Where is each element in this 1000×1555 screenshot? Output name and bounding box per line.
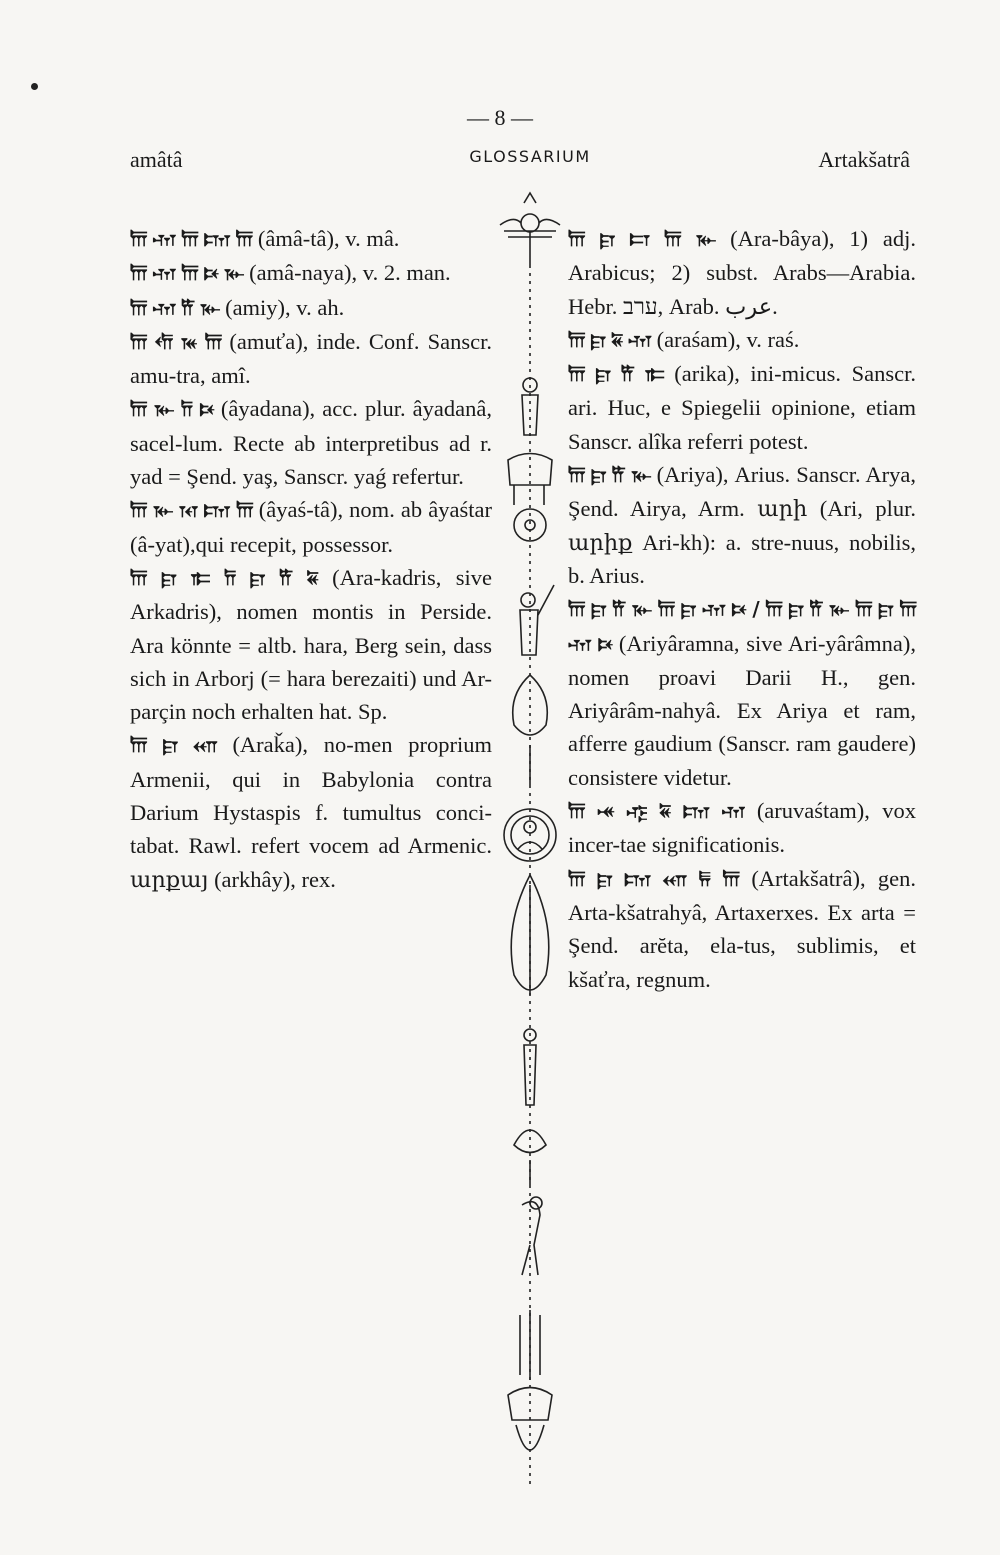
cuneiform: 𐎠 𐎼 𐎣 𐎭 𐎼 𐎡 𐏁 xyxy=(130,565,318,590)
warrior-figure-icon xyxy=(520,585,554,655)
entry-aruvastam xyxy=(568,794,916,862)
cuneiform: 𐎠 𐎼 𐎡 𐎹 𐎠 𐎼 𐎶 𐎴 / 𐎠 𐎼 𐎡 𐎹 𐎠 𐎼 𐎠 𐎶 𐎴 xyxy=(568,597,916,656)
entry-text: (amiy), v. ah. xyxy=(225,294,345,320)
page-speck xyxy=(31,83,38,90)
entry-arabaya xyxy=(568,222,916,323)
entry-artaksatra xyxy=(568,862,916,996)
entry-ariyaramna xyxy=(568,592,916,794)
entry-text: (Araǩa), no-men proprium Armenii, qui in Babylonia contra Darium Hystaspis f. tumultus conci-tabat. Rawl. refert vocem ad Armenic. արքայ (arkhây), rex. xyxy=(130,732,493,892)
entry-text: (âyadana), acc. plur. âyadanâ, sacel-lum. Recte ab interpretibus ad r. yad = Şend. yaş, Sanscr. yaǵ refertur. xyxy=(130,396,492,490)
entry-text: (aruvaśtam), vox incer-tae significationis. xyxy=(568,798,917,858)
cuneiform: 𐎠 𐎼 𐏁 𐎶 xyxy=(568,327,651,352)
entry-ayadana xyxy=(130,392,492,493)
entry-text: (âmâ-tâ), v. mâ. xyxy=(257,226,400,251)
entry-text: (Ariya), Arius. Sanscr. Arya, Şend. Airya, Arm. արի (Ari, plur. արիք Ari-kh): a. stre-nuus, nobilis, b. Arius. xyxy=(568,462,916,588)
entry-text: (Artakšatrâ), gen. Arta-kšatrahyâ, Artaxerxes. Ex arta = Şend. arĕta, ela-tus, sublimis, et kšaťra, regnum. xyxy=(568,865,916,992)
entry-text: (Ara-bâya), 1) adj. Arabicus; 2) subst. Arabs—Arabia. Hebr. ערב, Arab. عرب. xyxy=(568,226,916,319)
cuneiform: 𐎠 𐎢 𐎳 𐎠 xyxy=(130,329,222,354)
cuneiform: 𐎠 𐎼 𐎫 𐎧 𐏂 𐎠 xyxy=(568,866,740,891)
cuneiform: 𐎠 𐎼 𐎲 𐎠 𐎹 xyxy=(568,227,716,251)
entry-arasam xyxy=(568,323,916,357)
right-column xyxy=(568,222,916,996)
entry-amuta xyxy=(130,325,492,393)
entry-text: (amuťa), inde. Conf. Sanscr. amu-tra, amî. xyxy=(130,328,492,389)
entry-text: (araśam), v. raś. xyxy=(656,326,800,352)
cuneiform: 𐎠 𐎼 𐎧 xyxy=(130,733,217,758)
cuneiform: 𐎠 𐎶 𐎠 𐎫 𐎠 xyxy=(130,227,253,251)
cuneiform: 𐎠 𐎶 𐎠 𐎴 𐎹 xyxy=(130,261,244,286)
cuneiform: 𐎠 𐎹 𐎰 𐎫 𐎠 xyxy=(130,498,253,523)
cuneiform: 𐎠 𐎽 𐎺 𐏁 𐎫 𐎶 xyxy=(568,799,745,824)
cuneiform: 𐎠 𐎼 𐎡 𐎹 xyxy=(568,463,651,488)
entry-araka xyxy=(130,728,492,895)
entry-amiy xyxy=(130,291,492,325)
leaf-icon xyxy=(511,875,549,995)
decorative-column-ornament xyxy=(494,185,566,1495)
rampant-lion-icon xyxy=(522,1197,542,1275)
entry-amata xyxy=(130,222,492,256)
entry-amanaya xyxy=(130,256,492,290)
entry-text: (âyaś-tâ), nom. ab âyaśtar (â-yat),qui recepit, possessor. xyxy=(130,497,492,557)
entry-text: (Ara-kadris, sive Arkadris), nomen montis in Perside. Ara könnte = altb. hara, Berg sein, dass sich in Arborj (= hara berezaiti) und Ar-parçin noch erhalten hat. Sp. xyxy=(130,564,492,725)
entry-text: (Ariyâramna, sive Ari-yârâmna), nomen proavi Darii H., gen. Ariyârâm-nahyâ. Ex Ariya et ram, afferre gaudium (Sanscr. ram gaudere) consistere videtur. xyxy=(568,630,917,790)
pillar-icon xyxy=(520,1310,540,1380)
entry-ariya xyxy=(568,458,916,592)
cuneiform: 𐎠 𐎹 𐎭 𐎴 xyxy=(130,397,214,422)
header-left: amâtâ xyxy=(130,147,183,172)
winged-disc-icon xyxy=(500,193,560,265)
left-column xyxy=(130,222,492,896)
page-number: — 8 — xyxy=(467,105,533,130)
header-right: Artakšatrâ xyxy=(818,147,910,172)
entry-arakadris xyxy=(130,561,492,728)
entry-ayasta xyxy=(130,493,492,561)
header-center: GLOSSARIUM xyxy=(469,147,591,166)
cuneiform: 𐎠 𐎶 𐎡 𐎹 xyxy=(130,295,220,320)
entry-arika xyxy=(568,357,916,458)
entry-text: (arika), ini-micus. Sanscr. ari. Huc, e Spiegelii opinione, etiam Sanscr. alîka referri potest. xyxy=(568,361,917,454)
cuneiform: 𐎠 𐎼 𐎡 𐎣 xyxy=(568,362,664,387)
entry-text: (amâ-naya), v. 2. man. xyxy=(249,260,451,286)
